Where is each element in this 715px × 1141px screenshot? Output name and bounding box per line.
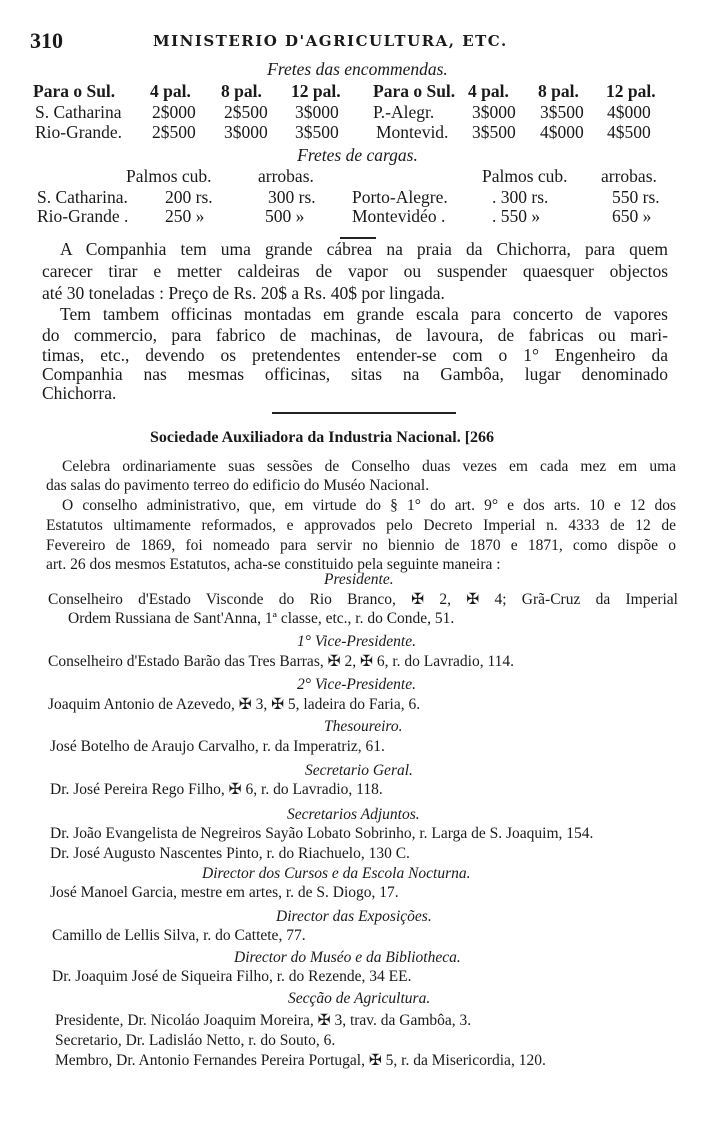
text-line: até 30 toneladas : Preço de Rs. 20$ a Rs. 40$ por lingada. (42, 283, 445, 303)
cell: 200 rs. (165, 187, 213, 207)
section-heading: Director das Exposições. (276, 908, 432, 925)
text-line: A Companhia tem uma grande cábrea na praia da Chichorra, para quem (60, 239, 668, 259)
header-cell: 8 pal. (221, 81, 262, 101)
member-line: Ordem Russiana de Sant'Anna, 1ª classe, etc., r. do Conde, 51. (68, 610, 455, 627)
header-cell: arrobas. (601, 166, 657, 186)
header-cell: 4 pal. (468, 81, 509, 101)
section-heading: Director do Muséo e da Bibliotheca. (234, 949, 461, 966)
section-heading: 2° Vice-Presidente. (297, 676, 416, 693)
divider (272, 412, 456, 414)
text-line: Celebra ordinariamente suas sessões de Conselho duas vezes em cada mez em uma (62, 458, 676, 475)
member-line: Conselheiro d'Estado Visconde do Rio Branco, ✠ 2, ✠ 4; Grã-Cruz da Imperial (48, 591, 678, 608)
cell: 3$000 (472, 102, 516, 122)
cell: 3$500 (472, 122, 516, 142)
cell: S. Catharina (35, 102, 122, 122)
text-line: O conselho administrativo, que, em virtude do § 1° do art. 9° e dos arts. 10 e 12 dos (62, 497, 676, 514)
cell: 2$500 (224, 102, 268, 122)
running-title: MINISTERIO D'AGRICULTURA, ETC. (153, 32, 508, 50)
header-cell: 4 pal. (150, 81, 191, 101)
text-line: Tem tambem officinas montadas em grande escala para concerto de vapores (60, 304, 668, 324)
table-title-encommendas: Fretes das encommendas. (267, 59, 448, 79)
header-cell: 12 pal. (291, 81, 341, 101)
cell: 4$000 (540, 122, 584, 142)
cell: 300 rs. (268, 187, 316, 207)
cell: Porto-Alegre. (352, 187, 448, 207)
text-line: art. 26 dos mesmos Estatutos, acha-se constituido pela seguinte maneira : (46, 556, 501, 573)
member-line: Dr. João Evangelista de Negreiros Sayão Lobato Sobrinho, r. Larga de S. Joaquim, 154. (50, 825, 594, 842)
text-line: Estatutos ultimamente reformados, e approvados pelo Decreto Imperial n. 4333 de 12 de (46, 517, 676, 534)
cell: 2$000 (152, 102, 196, 122)
section-heading: Director dos Cursos e da Escola Nocturna. (202, 865, 471, 882)
page-number: 310 (30, 28, 63, 53)
text-line: Fevereiro de 1869, foi nomeado para servir no biennio de 1870 e 1871, como dispõe o (46, 537, 676, 554)
section-heading: 1° Vice-Presidente. (297, 633, 416, 650)
cell: Montevid. (376, 122, 449, 142)
cell: . 300 rs. (492, 187, 549, 207)
section-heading: Secção de Agricultura. (288, 990, 431, 1007)
cell: 550 rs. (612, 187, 660, 207)
header-cell: 8 pal. (538, 81, 579, 101)
member-line: José Botelho de Araujo Carvalho, r. da Imperatriz, 61. (50, 738, 385, 755)
cell: 500 » (265, 206, 305, 226)
cell: S. Catharina. (37, 187, 128, 207)
member-line: Camillo de Lellis Silva, r. do Cattete, 77. (52, 927, 306, 944)
section-title: Sociedade Auxiliadora da Industria Nacional. [266 (150, 429, 495, 446)
member-line: Dr. José Augusto Nascentes Pinto, r. do Riachuelo, 130 C. (50, 845, 410, 862)
cell: P.-Alegr. (373, 102, 435, 122)
cell: 250 » (165, 206, 205, 226)
cell: 2$500 (152, 122, 196, 142)
header-cell: arrobas. (258, 166, 314, 186)
cell: 650 » (612, 206, 652, 226)
cell: 3$000 (295, 102, 339, 122)
cell: Rio-Grande . (37, 206, 129, 226)
header-cell: Palmos cub. (126, 166, 212, 186)
cell: 3$000 (224, 122, 268, 142)
section-heading: Presidente. (324, 571, 394, 588)
member-line: Dr. Joaquim José de Siqueira Filho, r. do Rezende, 34 EE. (52, 968, 412, 985)
member-line: Conselheiro d'Estado Barão das Tres Barras, ✠ 2, ✠ 6, r. do Lavradio, 114. (48, 653, 514, 670)
header-cell: Palmos cub. (482, 166, 568, 186)
member-line: Dr. José Pereira Rego Filho, ✠ 6, r. do Lavradio, 118. (50, 781, 383, 798)
text-line: Chichorra. (42, 383, 117, 403)
cell: . 550 » (492, 206, 541, 226)
header-cell: 12 pal. (606, 81, 656, 101)
text-line: do commercio, para fabrico de machinas, de lavoura, de fabricas ou mari- (42, 325, 668, 345)
section-heading: Secretarios Adjuntos. (287, 806, 420, 823)
cell: 3$500 (295, 122, 339, 142)
text-line: timas, etc., devendo os pretendentes entender-se com o 1° Engenheiro da (42, 345, 668, 365)
cell: 4$000 (607, 102, 651, 122)
table-title-cargas: Fretes de cargas. (297, 145, 418, 165)
cell: Montevidéo . (352, 206, 446, 226)
header-cell: Para o Sul. (373, 81, 456, 101)
member-line: Membro, Dr. Antonio Fernandes Pereira Portugal, ✠ 5, r. da Misericordia, 120. (55, 1052, 546, 1069)
member-line: Joaquim Antonio de Azevedo, ✠ 3, ✠ 5, ladeira do Faria, 6. (48, 696, 421, 713)
text-line: carecer tirar e metter caldeiras de vapor ou suspender quaesquer objectos (42, 261, 668, 281)
cell: 3$500 (540, 102, 584, 122)
cell: 4$500 (607, 122, 651, 142)
member-line: Presidente, Dr. Nicoláo Joaquim Moreira, ✠ 3, trav. da Gambôa, 3. (55, 1012, 472, 1029)
text-line: das salas do pavimento terreo do edificio do Muséo Nacional. (46, 477, 430, 494)
header-cell: Para o Sul. (33, 81, 116, 101)
cell: Rio-Grande. (35, 122, 122, 142)
member-line: José Manoel Garcia, mestre em artes, r. de S. Diogo, 17. (50, 884, 399, 901)
text-line: Companhia nas mesmas officinas, sitas na Gambôa, lugar denominado (42, 364, 668, 384)
member-line: Secretario, Dr. Ladisláo Netto, r. do Souto, 6. (55, 1032, 336, 1049)
section-heading: Secretario Geral. (305, 762, 413, 779)
section-heading: Thesoureiro. (324, 718, 403, 735)
